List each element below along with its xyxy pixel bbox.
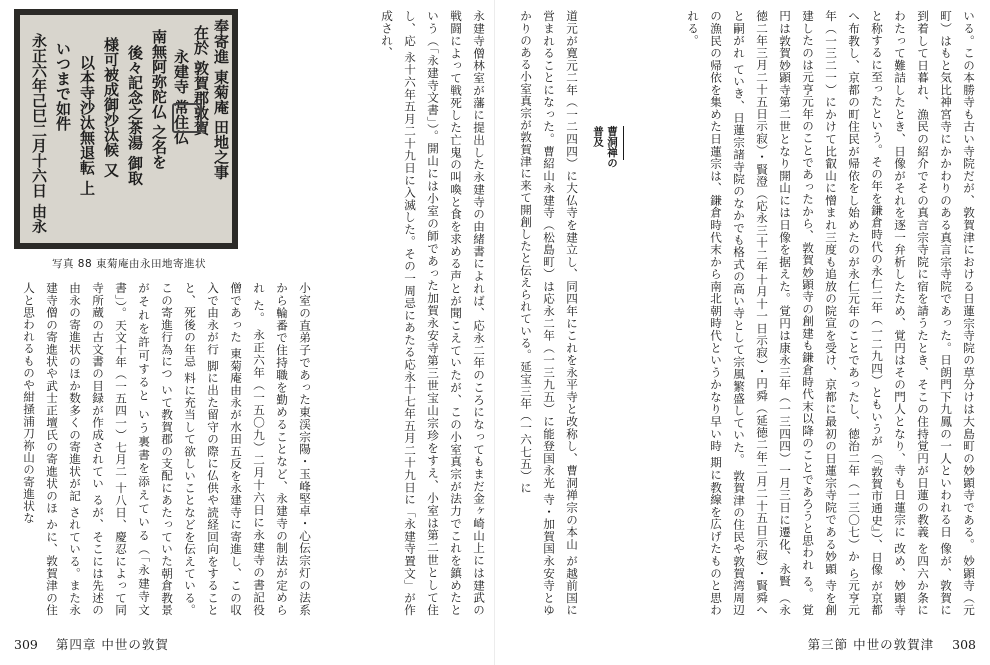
text-column: が京都へ布教し、京都の町住民が帰依をし始めたのが永仁元年のことであったし、徳治二年（一三〇七）か — [847, 10, 884, 616]
text-column: るが、そこには先述の由永の寄進状のほか数多くの寄進状が記 — [68, 282, 105, 616]
document-ink-column: いつまで如件 — [54, 41, 72, 131]
document-ink-column: 様可被成御沙汰候 又 — [102, 37, 120, 178]
text-column: 戦闘によって戦死した亡鬼の叫喚と食を求める声とが聞こえていたが、この小室真宗が法力でこれを鎮めたと — [449, 10, 463, 616]
document-photo — [14, 9, 238, 249]
text-column: いう（「永建寺文書」）。開山には小室の師であった加賀永安寺第三世宝山宗珍をすえ、小室は第二世として住し、応 — [403, 10, 440, 616]
page-number: 309 — [14, 637, 38, 652]
page-footer-right — [808, 635, 976, 653]
text-column: 小室の直弟子であった東渓宗陽・玉峰堅卓・心伝宗灯の法系 — [298, 282, 312, 616]
text-column: いう裏書を添えている（「永建寺文書」）。天文十年（一五四一）七月二 — [114, 282, 151, 616]
document-ink-column: 永正六年己巳二月十六日 由永 — [30, 33, 48, 234]
text-column: 道元が寛元二年（一二四四）に大仏寺を建立し、同四年にこれを永平寺と改称し、曹洞禅宗の本山 — [565, 10, 579, 551]
text-column: 寺を創建したのは元亨元年のことであったから、敦賀妙顕寺の創建も鎌倉時代末以降のことであろうと思われ — [801, 10, 838, 616]
body-text-main — [645, 10, 980, 616]
text-column: 永建寺僧林室が藩に提出した永建寺の由緒書によれば、応永二年のころになってもまだ金ヶ崎山上には建武の — [472, 10, 486, 616]
body-text-bottom — [6, 282, 316, 616]
text-column: （永徳二年三月二十五日示寂）・賢澄（応永三十二年十月十一日示寂）・円舜（延徳二年二月二十五日示寂）・賢舜へと嗣がれ — [732, 10, 792, 616]
heading-rule — [623, 126, 624, 160]
photo-caption: 写真 88 東菊庵由永田地寄進状 — [51, 258, 207, 270]
document-ink-column: 永建寺 常住仏 — [172, 49, 190, 145]
text-column: 脚に出た留守の際に仏供や読経回向をすることと、死後の年忌 — [183, 282, 220, 616]
text-column: 妙顕寺（元町）はもと気比神宮寺にかかわりのある真言宗寺院であった。日朗門下九鳳の一人といわれる日 — [939, 10, 976, 616]
text-column: いて教賀郡の支配にあたっていた朝倉教景がそれを許可すると — [137, 282, 174, 616]
text-column: る。 — [801, 575, 815, 600]
text-column: 料に充当して欲しいことなどを伝えている。この寄進行為につ — [160, 282, 197, 616]
side-heading-line-2: 普及 — [592, 126, 604, 147]
text-column: ていき、日蓮宗諸寺院のなかでも格式の高い寺として宗風繁盛していた。 — [732, 63, 746, 466]
section-title: 第三節 中世の敦賀津 — [807, 637, 935, 652]
text-column: た。 — [252, 299, 266, 325]
document-paper — [20, 15, 232, 243]
text-column: を四六か条にわたって難詰したとき、日像がそれを逐一弁析したため、覚円はその門人となり、寺も日蓮宗に — [893, 10, 930, 616]
page-footer-left — [14, 635, 169, 653]
text-column: 覚円は敦賀妙顕寺第二世となり開山には日像を据えた。覚円は康永三年（一三四四）一月三日に遷化、永賢 — [778, 10, 815, 616]
right-page — [495, 0, 990, 665]
text-column: かに、敦賀津の住人と思われるものや紺掻浦刀祢山の寄進状な — [22, 282, 59, 616]
page-number: 308 — [952, 637, 976, 652]
text-column: 寺・加賀国永安寺とゆかりのある小室真宗が敦賀津に来て開創したと伝えられている。延宝三年（一六七五）に — [519, 10, 556, 616]
seal-mark — [172, 103, 202, 133]
text-column: 改め、妙顕寺と称するに至ったという。その年を鎌倉時代の永仁二年（一二九四）ともいうが（『敦賀市通史』）、日像 — [870, 10, 907, 616]
text-column: されている。また永建寺僧の寄進状や武士正壇氏の寄進状のほ — [45, 282, 82, 616]
document-ink-column: 後々記念之茶湯 御取 — [126, 45, 144, 186]
document-ink-column: 以本寺沙汰無退転 上 — [78, 55, 96, 196]
text-column: 東菊庵由永が水田五反を永建寺に寄進し、この収入で由永が行 — [206, 282, 243, 616]
text-column: 期に教線を広げたものと思われる。 — [686, 10, 723, 616]
text-column: 永正六年（一五〇九）二月十六日に永建寺の書記役僧であった — [229, 282, 266, 616]
document-ink-column: 南無阿弥陀仏 之名を — [150, 29, 168, 170]
side-heading-line-1: 曹洞禅の — [606, 126, 618, 168]
document-ink-column: 在於 敦賀郡敦賀 — [192, 25, 210, 136]
body-text-continued — [503, 10, 583, 616]
text-column: 永十六年五月二十九日に入滅した。その一周忌にあたる応永十七年五月二十九日に「永建寺置文」が作成され、 — [380, 10, 417, 616]
text-column: が越前国に営まれることになった。曹紹山永建寺（松島町）は応永二年（一三九五）に能登国永光 — [542, 10, 579, 616]
text-column: ら元亨元年（一三二一）にかけて比叡山に憎まれ三度も追放の院宣を受け、京都に最初の日蓮宗寺院である妙顕 — [824, 10, 861, 616]
text-column: 十八日、慶忍によって同寺所蔵の古文書の目録が作成されてい — [91, 282, 128, 616]
text-column: から輪番で住持職を勤めることなど、永建寺の制法が定められ — [252, 282, 289, 616]
text-column: 敦賀津の住民や敦賀湾周辺の漁民の帰依を集めた日蓮宗は、鎌倉時代末から南北朝時代というかなり早い時 — [709, 10, 746, 616]
document-ink-column: 奉寄進 東菊庵 田地之事 — [212, 19, 230, 180]
text-column: 像が、敦賀に到着して日暮れ、漁民の紹介でその真言宗寺院に宿を請うたとき、そこの住持覚円が日蓮の教義 — [916, 10, 953, 616]
chapter-title: 第四章 中世の敦賀 — [55, 637, 169, 652]
text-column: いる。この本勝寺も古い寺院だが、敦賀津における日蓮宗寺院の草分けは大島町の妙顕寺である。 — [962, 10, 976, 551]
